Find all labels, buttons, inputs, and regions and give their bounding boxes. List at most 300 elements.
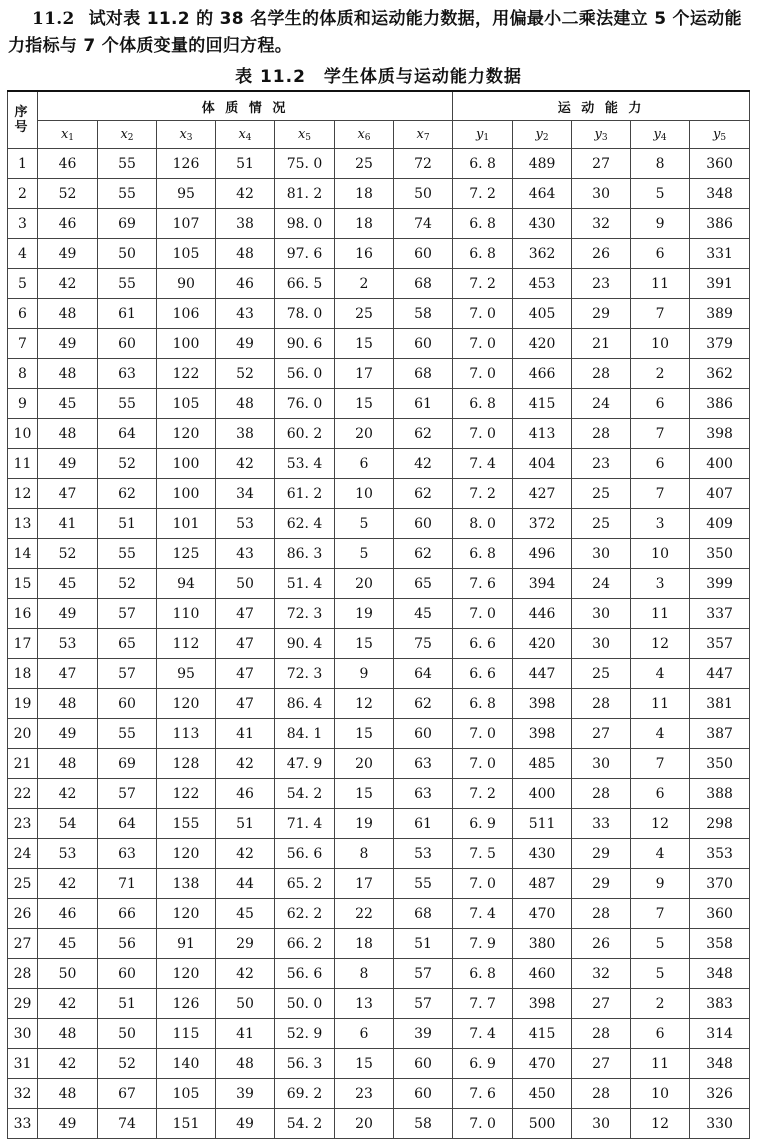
table-cell: 15 xyxy=(335,389,394,419)
table-cell: 120 xyxy=(157,689,216,719)
row-index: 19 xyxy=(8,689,38,719)
table-cell: 53 xyxy=(394,839,453,869)
table-row xyxy=(8,1049,750,1079)
table-cell: 2 xyxy=(335,269,394,299)
row-index: 10 xyxy=(8,419,38,449)
table-row xyxy=(8,419,750,449)
table-cell: 113 xyxy=(157,719,216,749)
table-cell: 52 xyxy=(38,179,98,209)
table-cell: 138 xyxy=(157,869,216,899)
table-cell: 50 xyxy=(394,179,453,209)
column-subscript: 3 xyxy=(186,132,193,143)
table-cell: 122 xyxy=(157,359,216,389)
table-cell: 7 xyxy=(631,899,690,929)
row-index: 26 xyxy=(8,899,38,929)
table-row xyxy=(8,209,750,239)
table-cell: 28 xyxy=(572,419,631,449)
table-cell: 6. 6 xyxy=(453,629,513,659)
table-cell: 74 xyxy=(98,1109,157,1139)
table-cell: 500 xyxy=(513,1109,572,1139)
table-cell: 362 xyxy=(513,239,572,269)
table-cell: 49 xyxy=(38,239,98,269)
table-cell: 56. 6 xyxy=(275,839,335,869)
table-cell: 24 xyxy=(572,569,631,599)
row-index: 7 xyxy=(8,329,38,359)
table-cell: 43 xyxy=(216,299,275,329)
table-cell: 28 xyxy=(572,359,631,389)
table-cell: 61 xyxy=(394,389,453,419)
row-index: 15 xyxy=(8,569,38,599)
column-subscript: 5 xyxy=(305,132,312,143)
table-cell: 76. 0 xyxy=(275,389,335,419)
table-cell: 126 xyxy=(157,989,216,1019)
table-cell: 22 xyxy=(335,899,394,929)
table-cell: 407 xyxy=(690,479,750,509)
row-index: 20 xyxy=(8,719,38,749)
table-row xyxy=(8,809,750,839)
table-cell: 23 xyxy=(335,1079,394,1109)
table-cell: 60 xyxy=(394,329,453,359)
table-cell: 60 xyxy=(394,719,453,749)
table-cell: 7. 5 xyxy=(453,839,513,869)
table-cell: 348 xyxy=(690,1049,750,1079)
column-var: y xyxy=(653,126,661,142)
data-table xyxy=(7,90,750,1139)
table-cell: 485 xyxy=(513,749,572,779)
table-cell: 34 xyxy=(216,479,275,509)
table-cell: 326 xyxy=(690,1079,750,1109)
row-index: 22 xyxy=(8,779,38,809)
column-header-y3 xyxy=(572,121,631,149)
table-cell: 125 xyxy=(157,539,216,569)
table-cell: 55 xyxy=(98,149,157,179)
table-cell: 348 xyxy=(690,959,750,989)
table-cell: 353 xyxy=(690,839,750,869)
table-row xyxy=(8,389,750,419)
column-var: x xyxy=(60,126,69,142)
table-cell: 17 xyxy=(335,359,394,389)
table-row xyxy=(8,599,750,629)
table-cell: 29 xyxy=(572,299,631,329)
table-cell: 39 xyxy=(394,1019,453,1049)
table-cell: 20 xyxy=(335,1109,394,1139)
table-cell: 3 xyxy=(631,569,690,599)
table-cell: 62 xyxy=(394,419,453,449)
table-cell: 6 xyxy=(631,449,690,479)
table-cell: 30 xyxy=(572,539,631,569)
column-var: y xyxy=(476,126,484,142)
table-cell: 46 xyxy=(216,779,275,809)
table-cell: 25 xyxy=(572,509,631,539)
column-subscript: 5 xyxy=(720,132,727,143)
table-cell: 90. 4 xyxy=(275,629,335,659)
table-cell: 61. 2 xyxy=(275,479,335,509)
table-cell: 52 xyxy=(98,1049,157,1079)
column-header-x6 xyxy=(335,121,394,149)
column-var: x xyxy=(416,126,424,142)
table-cell: 120 xyxy=(157,839,216,869)
table-cell: 9 xyxy=(631,209,690,239)
table-cell: 25 xyxy=(335,149,394,179)
table-row xyxy=(8,1019,750,1049)
table-cell: 120 xyxy=(157,899,216,929)
table-cell: 128 xyxy=(157,749,216,779)
table-cell: 7. 0 xyxy=(453,749,513,779)
table-cell: 447 xyxy=(690,659,750,689)
table-cell: 48 xyxy=(38,1079,98,1109)
table-cell: 7. 0 xyxy=(453,719,513,749)
table-cell: 398 xyxy=(513,989,572,1019)
table-cell: 63 xyxy=(394,779,453,809)
table-cell: 7 xyxy=(631,419,690,449)
row-index: 21 xyxy=(8,749,38,779)
row-index: 4 xyxy=(8,239,38,269)
table-cell: 50. 0 xyxy=(275,989,335,1019)
table-cell: 122 xyxy=(157,779,216,809)
table-cell: 42 xyxy=(216,449,275,479)
table-cell: 71. 4 xyxy=(275,809,335,839)
table-cell: 62 xyxy=(98,479,157,509)
table-cell: 60 xyxy=(394,1049,453,1079)
table-cell: 48 xyxy=(38,359,98,389)
table-cell: 10 xyxy=(631,539,690,569)
table-cell: 46 xyxy=(38,149,98,179)
row-index: 2 xyxy=(8,179,38,209)
table-cell: 358 xyxy=(690,929,750,959)
table-row xyxy=(8,329,750,359)
table-cell: 74 xyxy=(394,209,453,239)
table-cell: 28 xyxy=(572,1079,631,1109)
table-cell: 6. 6 xyxy=(453,659,513,689)
table-cell: 55 xyxy=(98,179,157,209)
table-row xyxy=(8,359,750,389)
table-cell: 53 xyxy=(38,629,98,659)
column-var: x xyxy=(238,126,246,142)
seq-header: 序号 xyxy=(8,91,38,149)
table-cell: 68 xyxy=(394,359,453,389)
table-cell: 387 xyxy=(690,719,750,749)
table-row xyxy=(8,629,750,659)
table-cell: 27 xyxy=(572,1049,631,1079)
row-index: 31 xyxy=(8,1049,38,1079)
table-cell: 15 xyxy=(335,1049,394,1079)
table-cell: 7. 7 xyxy=(453,989,513,1019)
table-cell: 391 xyxy=(690,269,750,299)
table-cell: 399 xyxy=(690,569,750,599)
table-cell: 55 xyxy=(98,389,157,419)
table-cell: 6 xyxy=(631,239,690,269)
table-cell: 12 xyxy=(631,629,690,659)
table-cell: 55 xyxy=(394,869,453,899)
table-cell: 60 xyxy=(98,329,157,359)
table-cell: 48 xyxy=(216,239,275,269)
row-index: 14 xyxy=(8,539,38,569)
table-cell: 11 xyxy=(631,689,690,719)
table-cell: 4 xyxy=(631,659,690,689)
row-index: 1 xyxy=(8,149,38,179)
table-cell: 6. 8 xyxy=(453,959,513,989)
table-row xyxy=(8,989,750,1019)
table-cell: 84. 1 xyxy=(275,719,335,749)
table-cell: 78. 0 xyxy=(275,299,335,329)
table-cell: 49 xyxy=(38,599,98,629)
column-var: y xyxy=(594,126,602,142)
table-cell: 42 xyxy=(216,179,275,209)
table-cell: 12 xyxy=(335,689,394,719)
table-cell: 65. 2 xyxy=(275,869,335,899)
table-cell: 62. 2 xyxy=(275,899,335,929)
table-cell: 66. 2 xyxy=(275,929,335,959)
table-cell: 23 xyxy=(572,269,631,299)
table-cell: 105 xyxy=(157,1079,216,1109)
problem-text: 试对表 11.2 的 38 名学生的体质和运动能力数据，用偏最小二乘法建立 5 个运动能力指标与 7 个体质变量的回归方程。 xyxy=(8,9,742,56)
table-cell: 49 xyxy=(38,1109,98,1139)
table-row xyxy=(8,899,750,929)
table-cell: 405 xyxy=(513,299,572,329)
table-cell: 48 xyxy=(38,299,98,329)
table-cell: 94 xyxy=(157,569,216,599)
table-cell: 389 xyxy=(690,299,750,329)
table-cell: 360 xyxy=(690,149,750,179)
row-index: 13 xyxy=(8,509,38,539)
column-header-x2 xyxy=(98,121,157,149)
table-cell: 489 xyxy=(513,149,572,179)
table-cell: 42 xyxy=(394,449,453,479)
table-cell: 370 xyxy=(690,869,750,899)
table-cell: 52 xyxy=(98,569,157,599)
table-cell: 64 xyxy=(394,659,453,689)
table-cell: 330 xyxy=(690,1109,750,1139)
table-cell: 11 xyxy=(631,599,690,629)
table-cell: 25 xyxy=(572,659,631,689)
table-cell: 38 xyxy=(216,209,275,239)
table-cell: 57 xyxy=(394,989,453,1019)
table-cell: 16 xyxy=(335,239,394,269)
row-index: 27 xyxy=(8,929,38,959)
table-cell: 26 xyxy=(572,929,631,959)
table-row xyxy=(8,149,750,179)
table-cell: 380 xyxy=(513,929,572,959)
table-cell: 23 xyxy=(572,449,631,479)
table-cell: 61 xyxy=(98,299,157,329)
table-cell: 155 xyxy=(157,809,216,839)
column-subscript: 2 xyxy=(127,132,134,143)
table-cell: 98. 0 xyxy=(275,209,335,239)
table-cell: 57 xyxy=(98,659,157,689)
table-cell: 386 xyxy=(690,209,750,239)
table-cell: 18 xyxy=(335,929,394,959)
table-cell: 7. 0 xyxy=(453,299,513,329)
table-cell: 15 xyxy=(335,329,394,359)
table-cell: 487 xyxy=(513,869,572,899)
row-index: 29 xyxy=(8,989,38,1019)
table-cell: 55 xyxy=(98,719,157,749)
table-cell: 56. 0 xyxy=(275,359,335,389)
table-cell: 7. 6 xyxy=(453,569,513,599)
table-row xyxy=(8,569,750,599)
table-cell: 95 xyxy=(157,659,216,689)
table-cell: 8 xyxy=(335,839,394,869)
column-header-y1 xyxy=(453,121,513,149)
group-header-athletic: 运 动 能 力 xyxy=(453,91,750,121)
table-cell: 6 xyxy=(631,389,690,419)
table-cell: 68 xyxy=(394,269,453,299)
table-cell: 39 xyxy=(216,1079,275,1109)
column-header-row xyxy=(8,121,750,149)
table-cell: 50 xyxy=(216,569,275,599)
column-header-x5 xyxy=(275,121,335,149)
table-body xyxy=(8,149,750,1139)
table-cell: 43 xyxy=(216,539,275,569)
table-cell: 61 xyxy=(394,809,453,839)
row-index: 8 xyxy=(8,359,38,389)
table-cell: 7. 0 xyxy=(453,869,513,899)
row-index: 16 xyxy=(8,599,38,629)
table-cell: 28 xyxy=(572,689,631,719)
table-cell: 126 xyxy=(157,149,216,179)
table-cell: 42 xyxy=(216,749,275,779)
column-subscript: 2 xyxy=(542,132,549,143)
table-cell: 7. 0 xyxy=(453,329,513,359)
table-cell: 7 xyxy=(631,479,690,509)
table-cell: 362 xyxy=(690,359,750,389)
table-cell: 49 xyxy=(216,329,275,359)
table-cell: 2 xyxy=(631,359,690,389)
table-row xyxy=(8,869,750,899)
table-cell: 13 xyxy=(335,989,394,1019)
table-cell: 15 xyxy=(335,779,394,809)
table-cell: 409 xyxy=(690,509,750,539)
table-cell: 460 xyxy=(513,959,572,989)
table-cell: 64 xyxy=(98,419,157,449)
table-cell: 7. 6 xyxy=(453,1079,513,1109)
table-cell: 42 xyxy=(216,959,275,989)
table-row xyxy=(8,959,750,989)
table-cell: 298 xyxy=(690,809,750,839)
table-cell: 50 xyxy=(98,239,157,269)
table-cell: 388 xyxy=(690,779,750,809)
table-cell: 415 xyxy=(513,389,572,419)
table-cell: 4 xyxy=(631,839,690,869)
table-cell: 58 xyxy=(394,1109,453,1139)
table-cell: 7. 0 xyxy=(453,359,513,389)
table-cell: 15 xyxy=(335,629,394,659)
table-cell: 394 xyxy=(513,569,572,599)
column-subscript: 3 xyxy=(601,132,608,143)
table-cell: 45 xyxy=(394,599,453,629)
table-cell: 26 xyxy=(572,239,631,269)
table-cell: 53 xyxy=(38,839,98,869)
table-cell: 47 xyxy=(216,599,275,629)
table-cell: 17 xyxy=(335,869,394,899)
table-cell: 7. 2 xyxy=(453,779,513,809)
table-cell: 54. 2 xyxy=(275,1109,335,1139)
table-cell: 6. 8 xyxy=(453,539,513,569)
row-index: 9 xyxy=(8,389,38,419)
table-cell: 56. 6 xyxy=(275,959,335,989)
table-cell: 25 xyxy=(335,299,394,329)
table-cell: 464 xyxy=(513,179,572,209)
table-cell: 100 xyxy=(157,449,216,479)
table-cell: 42 xyxy=(38,269,98,299)
table-cell: 42 xyxy=(38,989,98,1019)
table-row xyxy=(8,929,750,959)
column-var: x xyxy=(297,126,306,142)
table-cell: 430 xyxy=(513,209,572,239)
table-cell: 8 xyxy=(631,149,690,179)
row-index: 12 xyxy=(8,479,38,509)
table-cell: 372 xyxy=(513,509,572,539)
column-var: x xyxy=(120,126,128,142)
table-cell: 6 xyxy=(335,1019,394,1049)
column-header-x1 xyxy=(38,121,98,149)
table-cell: 29 xyxy=(572,839,631,869)
table-cell: 19 xyxy=(335,599,394,629)
table-cell: 65 xyxy=(98,629,157,659)
table-cell: 58 xyxy=(394,299,453,329)
row-index: 3 xyxy=(8,209,38,239)
table-cell: 48 xyxy=(38,689,98,719)
table-cell: 86. 4 xyxy=(275,689,335,719)
table-cell: 44 xyxy=(216,869,275,899)
table-cell: 7 xyxy=(631,749,690,779)
table-row xyxy=(8,239,750,269)
table-cell: 7 xyxy=(631,299,690,329)
table-cell: 60 xyxy=(98,959,157,989)
table-cell: 101 xyxy=(157,509,216,539)
table-cell: 6 xyxy=(631,1019,690,1049)
table-row xyxy=(8,449,750,479)
table-cell: 45 xyxy=(38,389,98,419)
table-row xyxy=(8,179,750,209)
table-cell: 404 xyxy=(513,449,572,479)
column-var: x xyxy=(179,126,187,142)
table-cell: 511 xyxy=(513,809,572,839)
table-cell: 470 xyxy=(513,899,572,929)
table-cell: 8 xyxy=(335,959,394,989)
table-cell: 51 xyxy=(216,149,275,179)
table-cell: 7. 4 xyxy=(453,899,513,929)
table-cell: 398 xyxy=(513,719,572,749)
table-cell: 7. 2 xyxy=(453,179,513,209)
table-cell: 46 xyxy=(38,209,98,239)
table-cell: 75. 0 xyxy=(275,149,335,179)
table-cell: 466 xyxy=(513,359,572,389)
column-var: y xyxy=(713,126,721,142)
table-cell: 29 xyxy=(216,929,275,959)
table-cell: 28 xyxy=(572,1019,631,1049)
table-row xyxy=(8,779,750,809)
table-cell: 46 xyxy=(38,899,98,929)
table-cell: 6 xyxy=(335,449,394,479)
table-cell: 72 xyxy=(394,149,453,179)
table-cell: 49 xyxy=(38,449,98,479)
column-header-x3 xyxy=(157,121,216,149)
table-cell: 47 xyxy=(38,659,98,689)
table-cell: 47 xyxy=(216,689,275,719)
table-cell: 48 xyxy=(38,749,98,779)
table-cell: 66. 5 xyxy=(275,269,335,299)
table-row xyxy=(8,1109,750,1139)
table-cell: 62. 4 xyxy=(275,509,335,539)
table-cell: 28 xyxy=(572,779,631,809)
table-cell: 107 xyxy=(157,209,216,239)
table-cell: 51 xyxy=(394,929,453,959)
table-cell: 415 xyxy=(513,1019,572,1049)
table-cell: 398 xyxy=(513,689,572,719)
table-cell: 60 xyxy=(394,239,453,269)
row-index: 28 xyxy=(8,959,38,989)
